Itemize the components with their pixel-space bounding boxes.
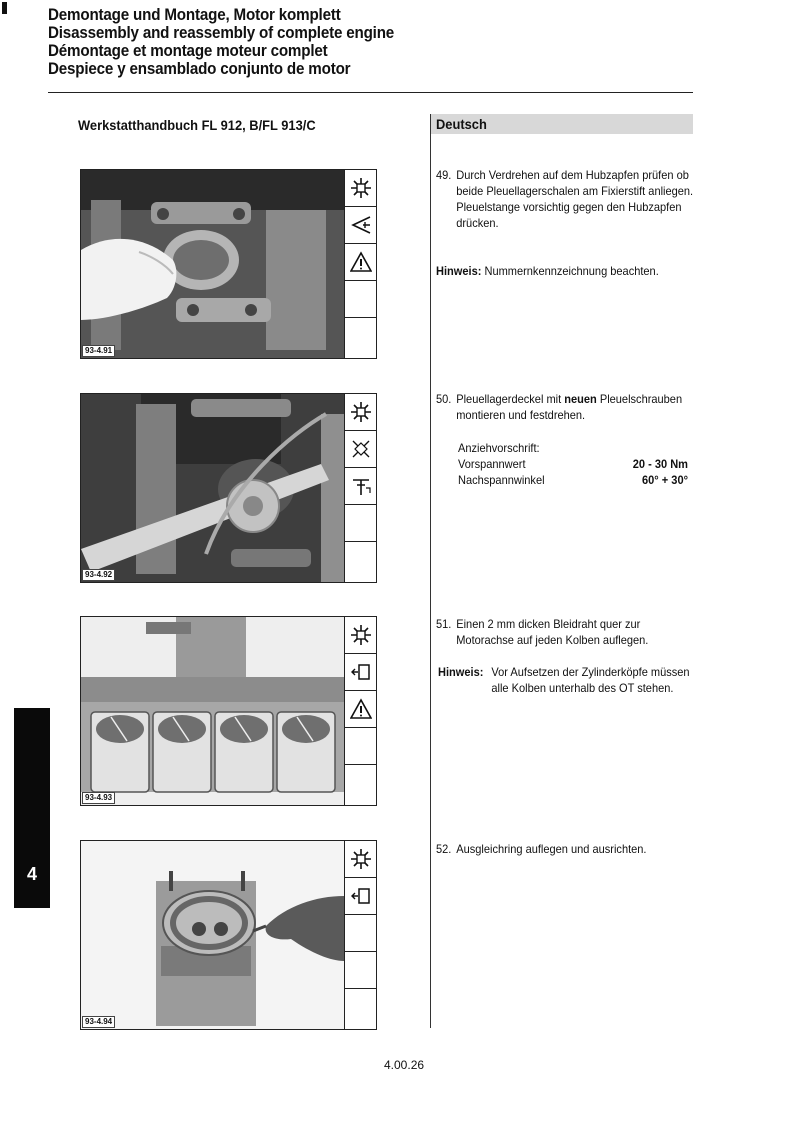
torque-label: Nachspannwinkel — [458, 473, 545, 487]
language-label: Deutsch — [436, 116, 487, 132]
step-text-bold: neuen — [564, 392, 597, 406]
chapter-number: 4 — [26, 864, 37, 884]
engine-icon — [345, 841, 377, 878]
hint-numbering — [436, 263, 694, 279]
corner-mark — [2, 2, 7, 14]
figure-label: 93-4.94 — [82, 1016, 115, 1028]
page-number: 4.00.26 — [384, 1058, 425, 1072]
torque-wrench-icon — [345, 468, 377, 505]
icon-column — [344, 170, 377, 358]
step-number: 49. — [436, 168, 452, 182]
torque-spec — [458, 440, 688, 488]
step-51 — [436, 616, 694, 650]
figure-label: 93-4.93 — [82, 792, 115, 804]
icon-cell-empty — [345, 728, 377, 765]
icon-cell-empty — [345, 542, 377, 578]
photo-compensating-ring — [81, 841, 344, 1029]
icon-cell-empty — [345, 505, 377, 542]
warning-icon — [345, 244, 377, 281]
icon-cell-empty — [345, 952, 377, 989]
step-number: 50. — [436, 392, 452, 406]
hint-text: Nummernkennzeichnung beachten. — [484, 264, 659, 278]
chapter-tab — [14, 708, 50, 908]
step-text-pre: Pleuellagerdeckel mit — [456, 392, 565, 406]
step-50 — [436, 391, 694, 425]
hint-text: Vor Aufsetzen der Zylinderköpfe müssen alle Kolben unterhalb des OT stehen. — [491, 665, 690, 695]
step-52 — [436, 841, 694, 859]
figure-93-4-91 — [80, 169, 377, 359]
install-icon — [345, 207, 377, 244]
step-text: Einen 2 mm dicken Bleidraht quer zur Motorachse auf jeden Kolben auflegen. — [456, 617, 649, 647]
icon-column — [344, 841, 377, 1029]
figure-label: 93-4.91 — [82, 345, 115, 357]
title-spanish: Despiece y ensamblado conjunto de motor — [48, 60, 351, 78]
icon-cell-empty — [345, 281, 377, 318]
icon-cell-empty — [345, 915, 377, 952]
torque-row — [458, 456, 688, 472]
step-text — [456, 391, 695, 423]
torque-heading: Anziehvorschrift: — [458, 441, 540, 455]
title-french: Démontage et montage moteur complet — [48, 42, 328, 60]
title-english: Disassembly and reassembly of complete engine — [48, 24, 395, 42]
photo-connecting-rod-bearing — [81, 170, 344, 358]
check-icon — [345, 878, 377, 915]
photo-torque-angle-tightening — [81, 394, 344, 582]
step-text-line: Pleuelstange vorsichtig gegen den Hubzapfen drücken. — [456, 200, 682, 230]
step-text-line: Durch Verdrehen auf dem Hubzapfen prüfen ob beide Pleuellagerschalen am Fixierstift anliegen. — [456, 168, 694, 198]
icon-cell-empty — [345, 318, 377, 354]
icon-column — [344, 617, 377, 805]
manual-title: Werkstatthandbuch FL 912, B/FL 913/C — [78, 117, 316, 133]
engine-icon — [345, 394, 377, 431]
torque-label: Vorspannwert — [458, 457, 526, 471]
icon-cell-empty — [345, 989, 377, 1025]
step-number: 51. — [436, 617, 452, 631]
engine-icon — [345, 170, 377, 207]
hint-label: Hinweis: — [436, 264, 482, 278]
icon-column — [344, 394, 377, 582]
icon-cell-empty — [345, 765, 377, 801]
step-text: Ausgleichring auflegen und ausrichten. — [456, 842, 647, 856]
warning-icon — [345, 691, 377, 728]
step-text — [456, 167, 695, 231]
step-text-post: Pleuelschrauben montieren und festdrehen. — [456, 392, 683, 422]
engine-icon — [345, 617, 377, 654]
hint-label: Hinweis: — [438, 665, 484, 679]
figure-label: 93-4.92 — [82, 569, 115, 581]
new-parts-icon — [345, 431, 377, 468]
photo-lead-wire-on-pistons — [81, 617, 344, 805]
figure-93-4-93 — [80, 616, 377, 806]
step-49 — [436, 167, 694, 249]
figure-93-4-94 — [80, 840, 377, 1030]
torque-row — [458, 472, 688, 488]
step-number: 52. — [436, 842, 452, 856]
title-german: Demontage und Montage, Motor komplett — [48, 6, 341, 24]
check-icon — [345, 654, 377, 691]
torque-value: 60° + 30° — [642, 473, 688, 487]
figure-93-4-92 — [80, 393, 377, 583]
header-rule — [48, 92, 693, 93]
column-divider — [430, 134, 431, 1028]
torque-value: 20 - 30 Nm — [632, 457, 688, 471]
